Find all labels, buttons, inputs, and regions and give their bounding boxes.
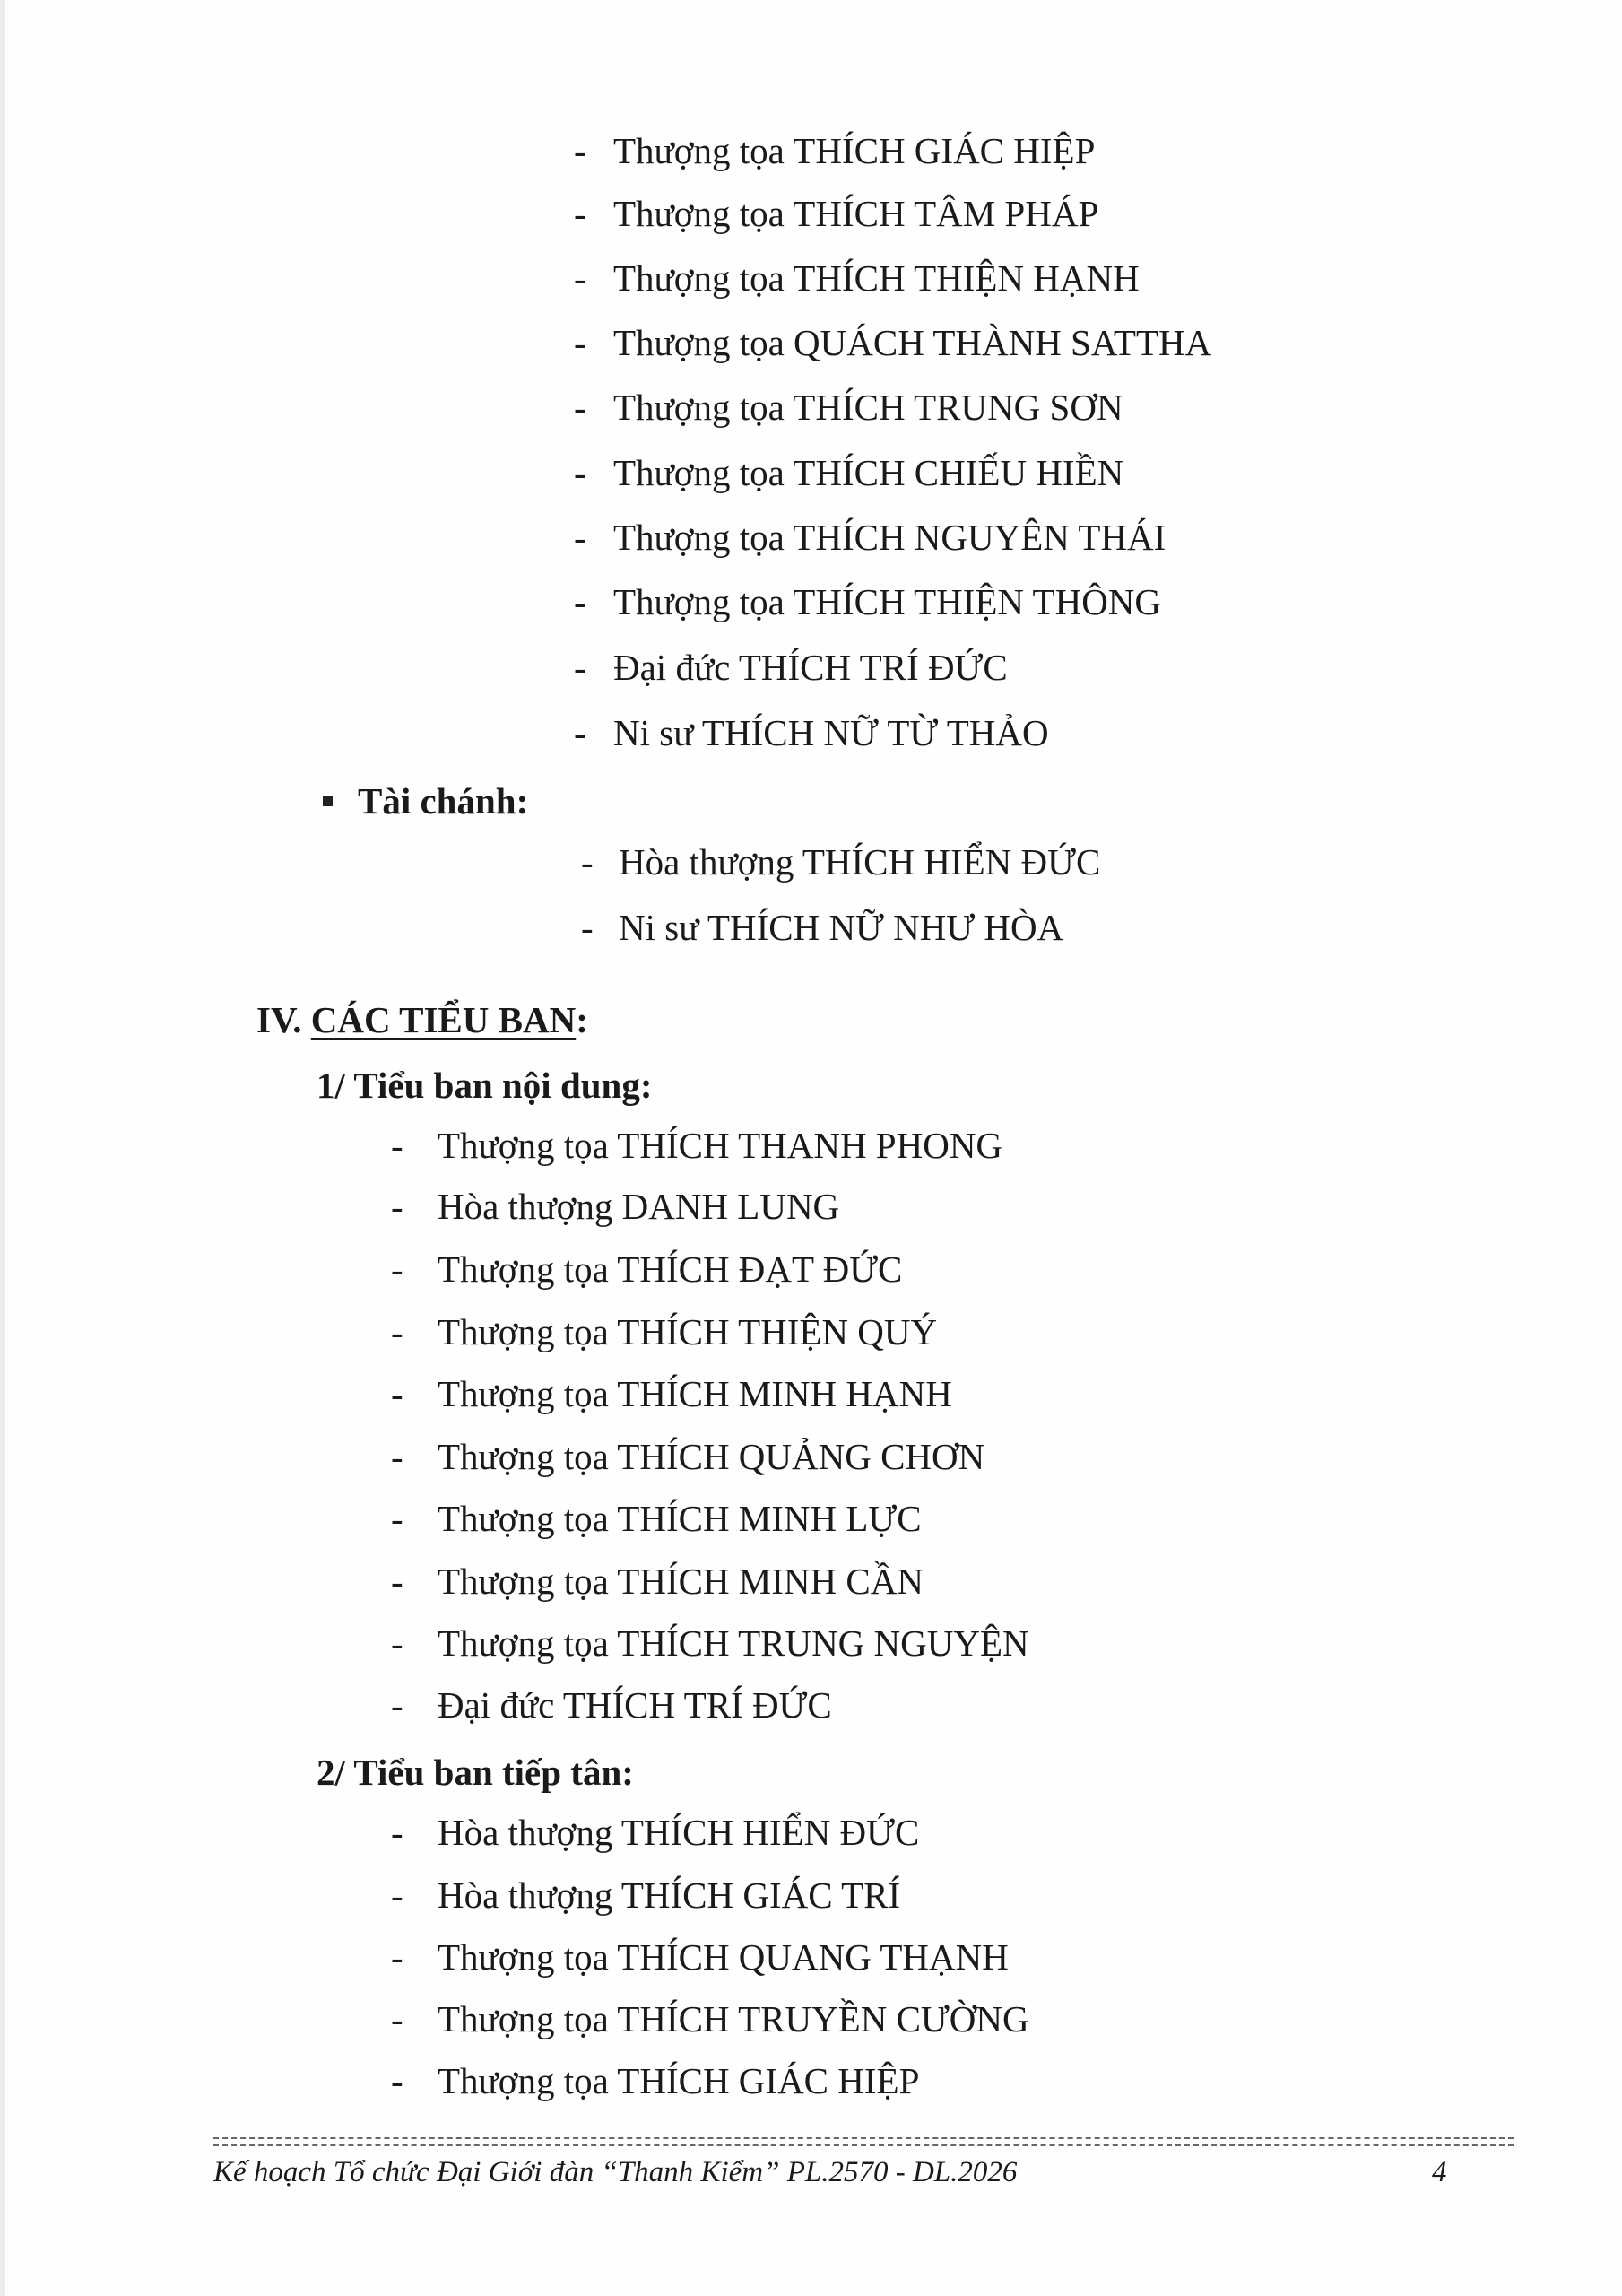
list-item: - Thượng tọa THÍCH MINH HẠNH [391, 1373, 952, 1414]
list-marker: - [574, 387, 586, 428]
list-marker: - [391, 1436, 403, 1477]
list-marker: - [574, 257, 586, 299]
list-marker: - [391, 1498, 403, 1539]
list-item: - Ni sư THÍCH NỮ NHƯ HÒA [581, 907, 1064, 948]
list-marker: - [574, 581, 586, 622]
list-item: - Thượng tọa THÍCH NGUYÊN THÁI [574, 517, 1167, 558]
list-item: - Thượng tọa THÍCH MINH LỰC [391, 1498, 922, 1539]
list-item: - Thượng tọa THÍCH GIÁC HIỆP [574, 130, 1096, 171]
list-marker: - [391, 1186, 403, 1227]
list-item: - Thượng tọa THÍCH THIỆN THÔNG [574, 581, 1162, 622]
list-item: - Thượng tọa THÍCH ĐẠT ĐỨC [391, 1248, 903, 1290]
footer-title: Kế hoạch Tổ chức Đại Giới đàn “Thanh Kiểm” PL.2570 - DL.2026 [213, 2156, 1018, 2188]
section-title: CÁC TIỂU BAN [310, 999, 577, 1040]
footer-divider [213, 2144, 1514, 2146]
list-marker: - [574, 517, 586, 558]
list-item: - Thượng tọa THÍCH TRUNG SƠN [574, 387, 1123, 428]
list-item: - Thượng tọa QUÁCH THÀNH SATTHA [574, 322, 1212, 363]
list-item: - Thượng tọa THÍCH QUANG THẠNH [391, 1936, 1009, 1978]
square-bullet-icon [323, 796, 333, 806]
section-heading: IV. CÁC TIỂU BAN: [256, 999, 588, 1040]
list-marker: - [574, 322, 586, 363]
subcommittee-reception-heading: 2/ Tiểu ban tiếp tân: [317, 1752, 634, 1793]
list-item: - Đại đức THÍCH TRÍ ĐỨC [391, 1684, 832, 1726]
list-marker: - [391, 2060, 403, 2101]
list-marker: - [391, 1561, 403, 1602]
list-marker: - [574, 647, 586, 688]
list-item: - Thượng tọa THÍCH TÂM PHÁP [574, 193, 1099, 234]
list-marker: - [574, 712, 586, 753]
list-marker: - [574, 130, 586, 171]
list-marker: - [391, 1373, 403, 1414]
list-item: - Hòa thượng THÍCH GIÁC TRÍ [391, 1874, 901, 1916]
page-number: 4 [1432, 2156, 1447, 2188]
list-item: - Thượng tọa THÍCH QUẢNG CHƠN [391, 1436, 985, 1477]
list-marker: - [581, 841, 594, 883]
list-marker: - [581, 907, 594, 948]
list-marker: - [391, 1998, 403, 2039]
list-item: - Ni sư THÍCH NỮ TỪ THẢO [574, 712, 1049, 753]
list-marker: - [391, 1248, 403, 1290]
list-item: - Thượng tọa THÍCH TRUYỀN CƯỜNG [391, 1998, 1029, 2039]
list-item: - Thượng tọa THÍCH GIÁC HIỆP [391, 2060, 920, 2101]
list-item: - Thượng tọa THÍCH MINH CẦN [391, 1561, 924, 1602]
finance-heading: Tài chánh: [358, 780, 529, 822]
list-marker: - [391, 1874, 403, 1916]
subcommittee-content-heading: 1/ Tiểu ban nội dung: [317, 1065, 653, 1106]
footer-divider [213, 2137, 1514, 2139]
list-item: - Thượng tọa THÍCH CHIẾU HIỀN [574, 452, 1124, 493]
list-marker: - [391, 1936, 403, 1978]
list-item: - Thượng tọa THÍCH THANH PHONG [391, 1125, 1003, 1166]
scan-edge [0, 0, 5, 2296]
list-marker: - [391, 1684, 403, 1726]
list-marker: - [391, 1125, 403, 1166]
list-marker: - [391, 1311, 403, 1352]
section-number: IV. [256, 999, 302, 1040]
list-marker: - [391, 1812, 403, 1853]
list-item: - Thượng tọa THÍCH THIỆN QUÝ [391, 1311, 938, 1352]
list-item: - Đại đức THÍCH TRÍ ĐỨC [574, 647, 1008, 688]
list-item: - Hòa thượng THÍCH HIỂN ĐỨC [391, 1812, 920, 1853]
list-item: - Hòa thượng THÍCH HIỂN ĐỨC [581, 841, 1101, 883]
list-marker: - [574, 452, 586, 493]
list-marker: - [574, 193, 586, 234]
list-marker: - [391, 1622, 403, 1664]
list-item: - Thượng tọa THÍCH THIỆN HẠNH [574, 257, 1140, 299]
list-item: - Hòa thượng DANH LUNG [391, 1186, 840, 1227]
list-item: - Thượng tọa THÍCH TRUNG NGUYỆN [391, 1622, 1029, 1664]
